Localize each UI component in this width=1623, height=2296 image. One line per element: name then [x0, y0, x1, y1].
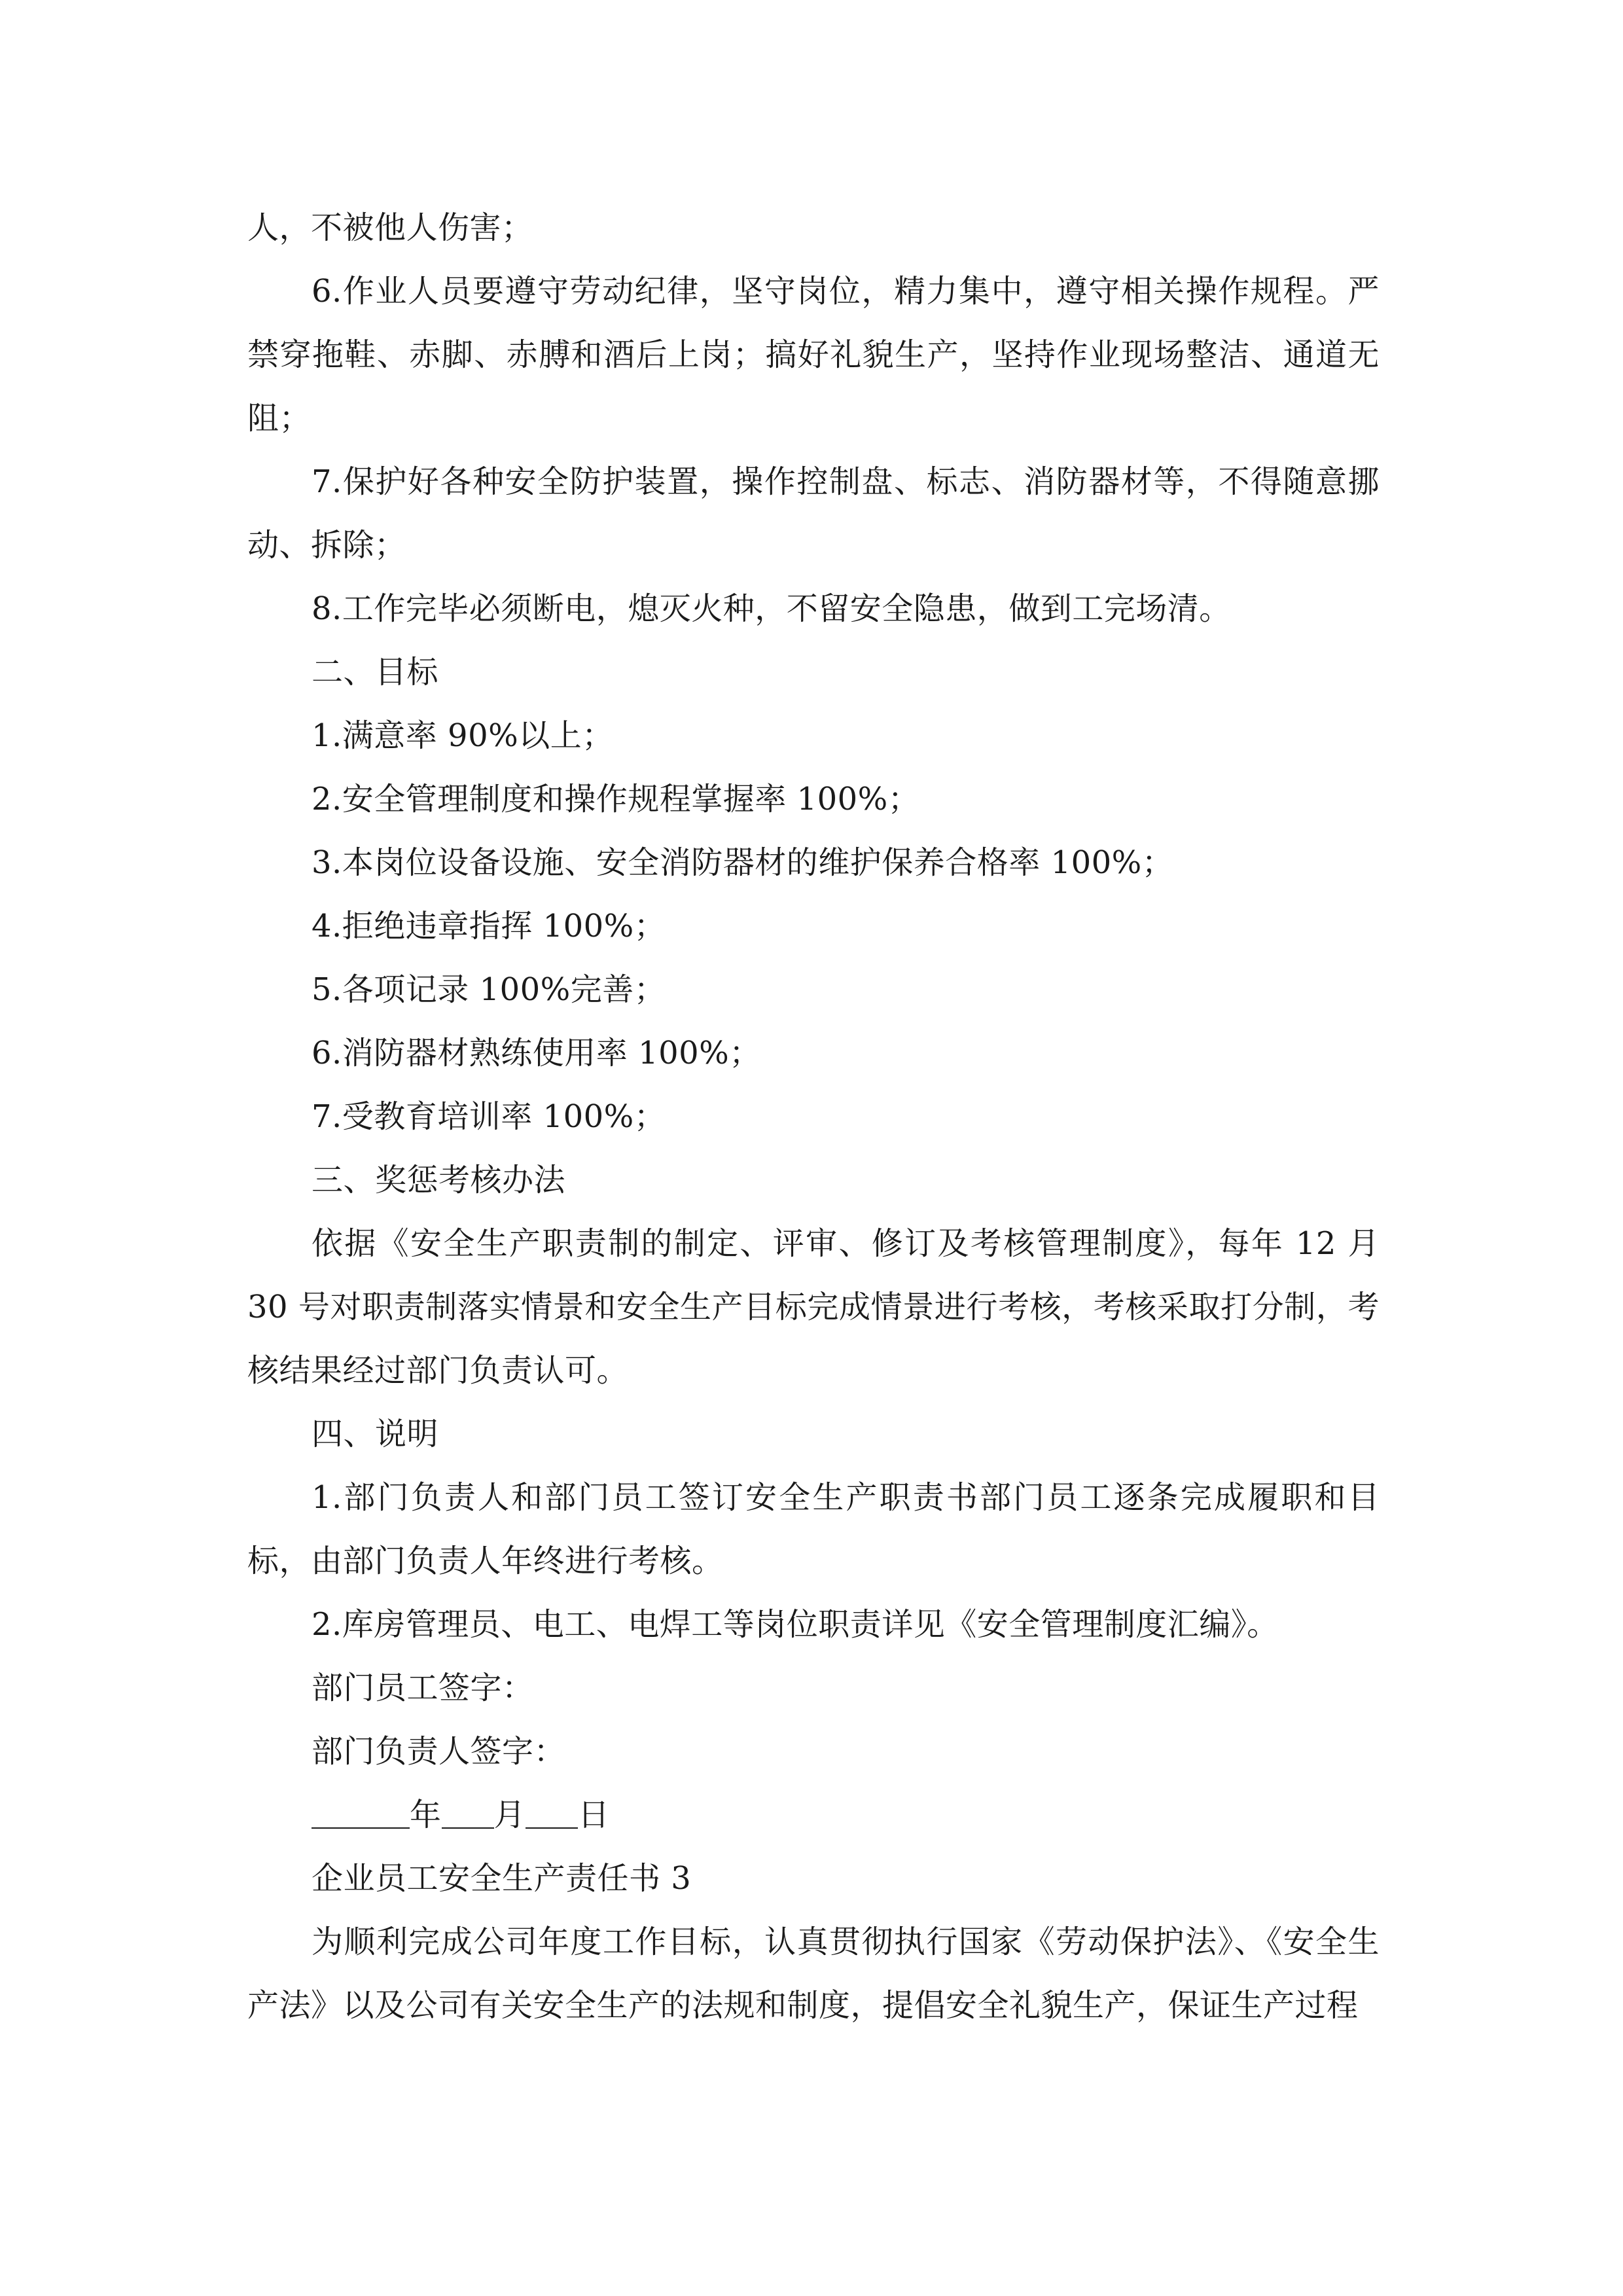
- notes-item-1: 1.部门负责人和部门员工签订安全生产职责书部门员工逐条完成履职和目标，由部门负责人年终进行考核。: [247, 1479, 1380, 1579]
- employee-signature-label: 部门员工签字：: [312, 1670, 534, 1706]
- paragraph-item-7: 7.保护好各种安全防护装置，操作控制盘、标志、消防器材等，不得随意挪动、拆除；: [247, 463, 1380, 564]
- year-blank: [312, 1794, 410, 1828]
- month-blank: [442, 1794, 494, 1828]
- day-label: 日: [578, 1797, 610, 1833]
- assessment-paragraph: 依据《安全生产职责制的制定、评审、修订及考核管理制度》，每年 12 月 30 号对职责制落实情景和安全生产目标完成情景进行考核，考核采取打分制，考核结果经过部门负责认可。: [247, 1225, 1380, 1389]
- date-line: [247, 1784, 1380, 1847]
- day-blank: [526, 1794, 578, 1828]
- paragraph-continuation: 人，不被他人伤害；: [247, 209, 533, 246]
- goal-item-3: 3.本岗位设备设施、安全消防器材的维护保养合格率 100%；: [312, 844, 1174, 881]
- intro-paragraph: 为顺利完成公司年度工作目标，认真贯彻执行国家《劳动保护法》、《安全生产法》以及公司有关安全生产的法规和制度，提倡安全礼貌生产，保证生产过程: [247, 1924, 1380, 2024]
- goal-item-6: 6.消防器材熟练使用率 100%；: [312, 1035, 761, 1071]
- month-label: 月: [493, 1797, 526, 1833]
- year-label: 年: [410, 1797, 442, 1833]
- goal-item-7: 7.受教育培训率 100%；: [312, 1098, 666, 1135]
- paragraph-item-6: 6.作业人员要遵守劳动纪律，坚守岗位，精力集中，遵守相关操作规程。严禁穿拖鞋、赤脚、赤膊和酒后上岗；搞好礼貌生产，坚持作业现场整洁、通道无阻；: [247, 273, 1380, 437]
- goal-item-5: 5.各项记录 100%完善；: [312, 971, 666, 1008]
- paragraph-item-8: 8.工作完毕必须断电，熄灭火种，不留安全隐患，做到工完场清。: [312, 590, 1231, 627]
- document-subtitle: 企业员工安全生产责任书 3: [312, 1860, 692, 1897]
- goal-item-2: 2.安全管理制度和操作规程掌握率 100%；: [312, 781, 920, 817]
- manager-signature-label: 部门负责人签字：: [312, 1733, 566, 1770]
- goal-item-4: 4.拒绝违章指挥 100%；: [312, 908, 666, 944]
- section-heading-goals: 二、目标: [312, 654, 439, 691]
- notes-item-2: 2.库房管理员、电工、电焊工等岗位职责详见《安全管理制度汇编》。: [312, 1606, 1279, 1643]
- section-heading-assessment: 三、奖惩考核办法: [312, 1162, 566, 1198]
- section-heading-notes: 四、说明: [312, 1416, 439, 1452]
- document-body: [247, 196, 1380, 2037]
- goal-item-1: 1.满意率 90%以上；: [312, 717, 614, 754]
